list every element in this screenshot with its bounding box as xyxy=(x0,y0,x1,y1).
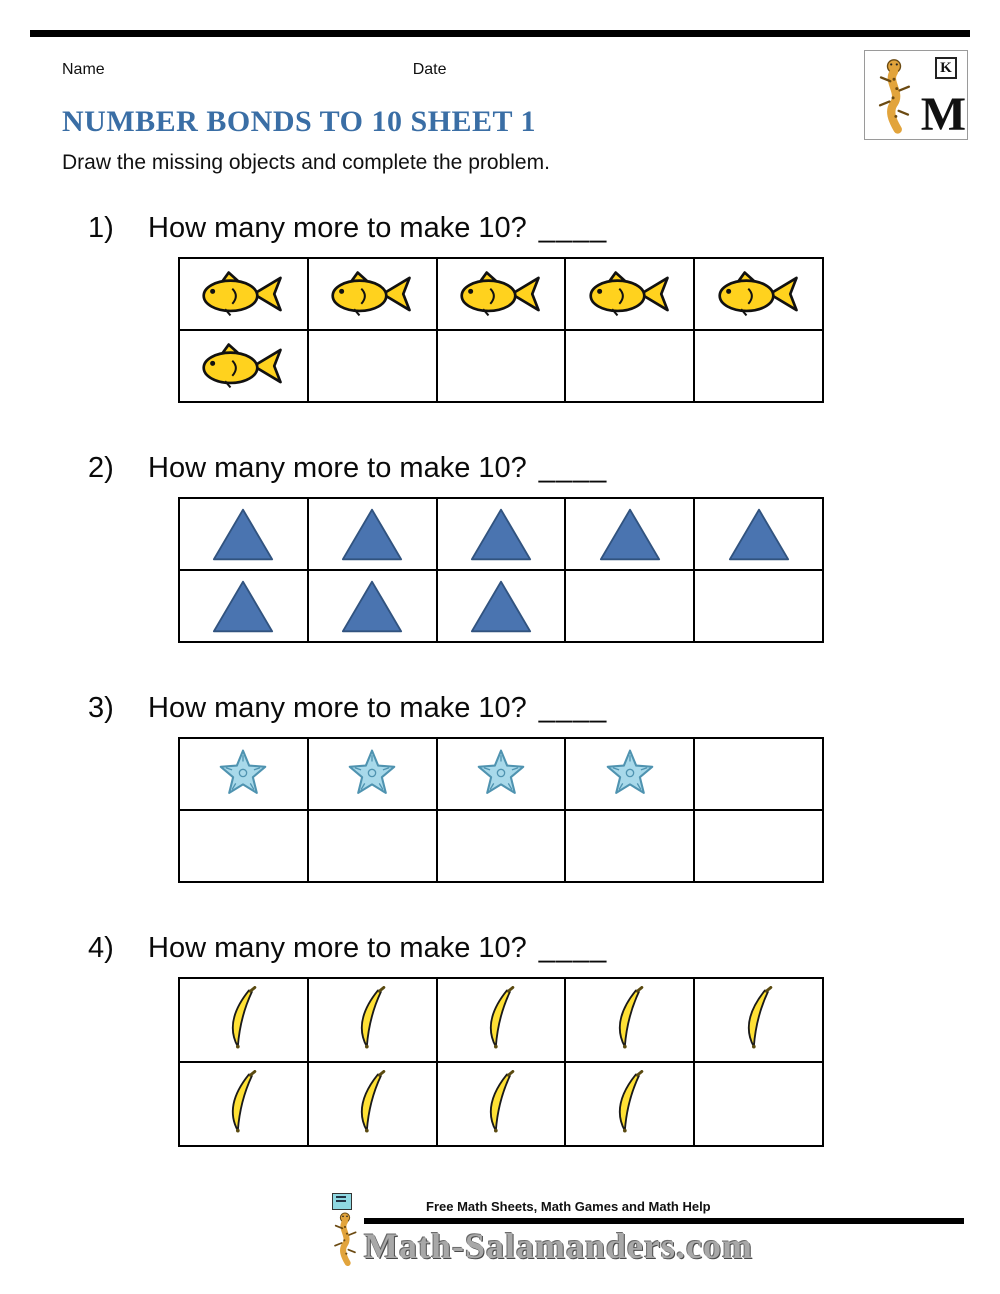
ten-frame-cell xyxy=(694,258,823,330)
footer-site-name: Math-Salamanders.com xyxy=(364,1226,753,1266)
ten-frame-grid xyxy=(178,497,824,643)
answer-blank: ____ xyxy=(538,692,608,724)
ten-frame-cell xyxy=(179,258,308,330)
instruction-text: Draw the missing objects and complete the problem. xyxy=(62,151,550,174)
ten-frame-cell xyxy=(565,1062,694,1146)
ten-frame-grid xyxy=(178,977,824,1147)
ten-frame-cell xyxy=(565,498,694,570)
ten-frame-cell xyxy=(694,330,823,402)
problems xyxy=(0,209,1000,1147)
ten-frame-cell xyxy=(308,330,437,402)
ten-frame-cell xyxy=(694,810,823,882)
problem-question: How many more to make 10? xyxy=(148,212,527,244)
triangle-icon xyxy=(341,579,403,634)
top-divider-bar xyxy=(30,30,970,37)
banana-icon xyxy=(221,986,265,1054)
banana-icon xyxy=(479,1070,523,1138)
ten-frame-cell xyxy=(308,978,437,1062)
problem-question-line xyxy=(88,929,1000,967)
ten-frame-cell xyxy=(179,330,308,402)
problem-question-line xyxy=(88,209,1000,247)
ten-frame-cell xyxy=(308,570,437,642)
problem-number: 3) xyxy=(88,692,114,724)
ten-frame-cell xyxy=(694,978,823,1062)
logo-letter-k: K xyxy=(935,57,957,79)
ten-frame-cell xyxy=(437,738,566,810)
ten-frame-cell xyxy=(308,1062,437,1146)
problem-question-line xyxy=(88,449,1000,487)
ten-frame-cell xyxy=(694,498,823,570)
ten-frame-cell xyxy=(565,978,694,1062)
banana-icon xyxy=(479,986,523,1054)
fish-icon xyxy=(196,269,290,319)
triangle-icon xyxy=(212,579,274,634)
ten-frame-cell xyxy=(565,570,694,642)
triangle-icon xyxy=(212,507,274,562)
problem-question-line xyxy=(88,689,1000,727)
starfish-icon xyxy=(604,748,656,800)
logo-letter-m: M xyxy=(920,88,963,141)
fish-icon xyxy=(583,269,677,319)
mini-chalkboard-icon xyxy=(332,1193,352,1210)
ten-frame-cell xyxy=(437,258,566,330)
starfish-icon xyxy=(475,748,527,800)
ten-frame-cell xyxy=(179,498,308,570)
ten-frame-cell xyxy=(179,1062,308,1146)
footer-divider-bar xyxy=(364,1218,964,1224)
ten-frame-grid xyxy=(178,257,824,403)
ten-frame-cell xyxy=(694,738,823,810)
name-label: Name xyxy=(62,61,105,78)
salamander-icon xyxy=(330,1211,360,1267)
problem-number: 1) xyxy=(88,212,114,244)
ten-frame-cell xyxy=(179,978,308,1062)
date-label: Date xyxy=(412,61,447,78)
problem-question: How many more to make 10? xyxy=(148,932,527,964)
ten-frame-cell xyxy=(437,978,566,1062)
ten-frame-cell xyxy=(437,810,566,882)
starfish-icon xyxy=(346,748,398,800)
page-title: NUMBER BONDS TO 10 SHEET 1 xyxy=(62,105,536,138)
answer-blank: ____ xyxy=(538,212,608,244)
banana-icon xyxy=(608,986,652,1054)
problem-question: How many more to make 10? xyxy=(148,692,527,724)
triangle-icon xyxy=(470,579,532,634)
problem xyxy=(0,689,1000,883)
banana-icon xyxy=(608,1070,652,1138)
fish-icon xyxy=(196,341,290,391)
ten-frame-cell xyxy=(179,738,308,810)
problem-number: 2) xyxy=(88,452,114,484)
ten-frame-cell xyxy=(565,810,694,882)
fish-icon xyxy=(712,269,806,319)
problem xyxy=(0,929,1000,1147)
starfish-icon xyxy=(217,748,269,800)
banana-icon xyxy=(221,1070,265,1138)
triangle-icon xyxy=(341,507,403,562)
banana-icon xyxy=(350,986,394,1054)
ten-frame-cell xyxy=(179,810,308,882)
ten-frame-cell xyxy=(308,810,437,882)
ten-frame-cell xyxy=(565,330,694,402)
ten-frame-cell xyxy=(694,1062,823,1146)
problem xyxy=(0,209,1000,403)
ten-frame-cell xyxy=(437,1062,566,1146)
ten-frame-cell xyxy=(437,498,566,570)
answer-blank: ____ xyxy=(538,452,608,484)
problem xyxy=(0,449,1000,643)
footer-logo xyxy=(330,1193,360,1267)
answer-blank: ____ xyxy=(538,932,608,964)
header-row xyxy=(62,61,938,79)
ten-frame-cell xyxy=(308,498,437,570)
ten-frame-cell xyxy=(565,258,694,330)
fish-icon xyxy=(454,269,548,319)
ten-frame-grid xyxy=(178,737,824,883)
problem-number: 4) xyxy=(88,932,114,964)
triangle-icon xyxy=(470,507,532,562)
banana-icon xyxy=(737,986,781,1054)
salamander-icon xyxy=(873,57,915,135)
publisher-logo xyxy=(864,50,968,140)
triangle-icon xyxy=(728,507,790,562)
footer-tagline: Free Math Sheets, Math Games and Math Help xyxy=(426,1199,711,1214)
triangle-icon xyxy=(599,507,661,562)
ten-frame-cell xyxy=(179,570,308,642)
problem-question: How many more to make 10? xyxy=(148,452,527,484)
ten-frame-cell xyxy=(694,570,823,642)
footer xyxy=(0,1193,1000,1267)
ten-frame-cell xyxy=(437,330,566,402)
ten-frame-cell xyxy=(308,258,437,330)
ten-frame-cell xyxy=(565,738,694,810)
ten-frame-cell xyxy=(308,738,437,810)
fish-icon xyxy=(325,269,419,319)
ten-frame-cell xyxy=(437,570,566,642)
banana-icon xyxy=(350,1070,394,1138)
